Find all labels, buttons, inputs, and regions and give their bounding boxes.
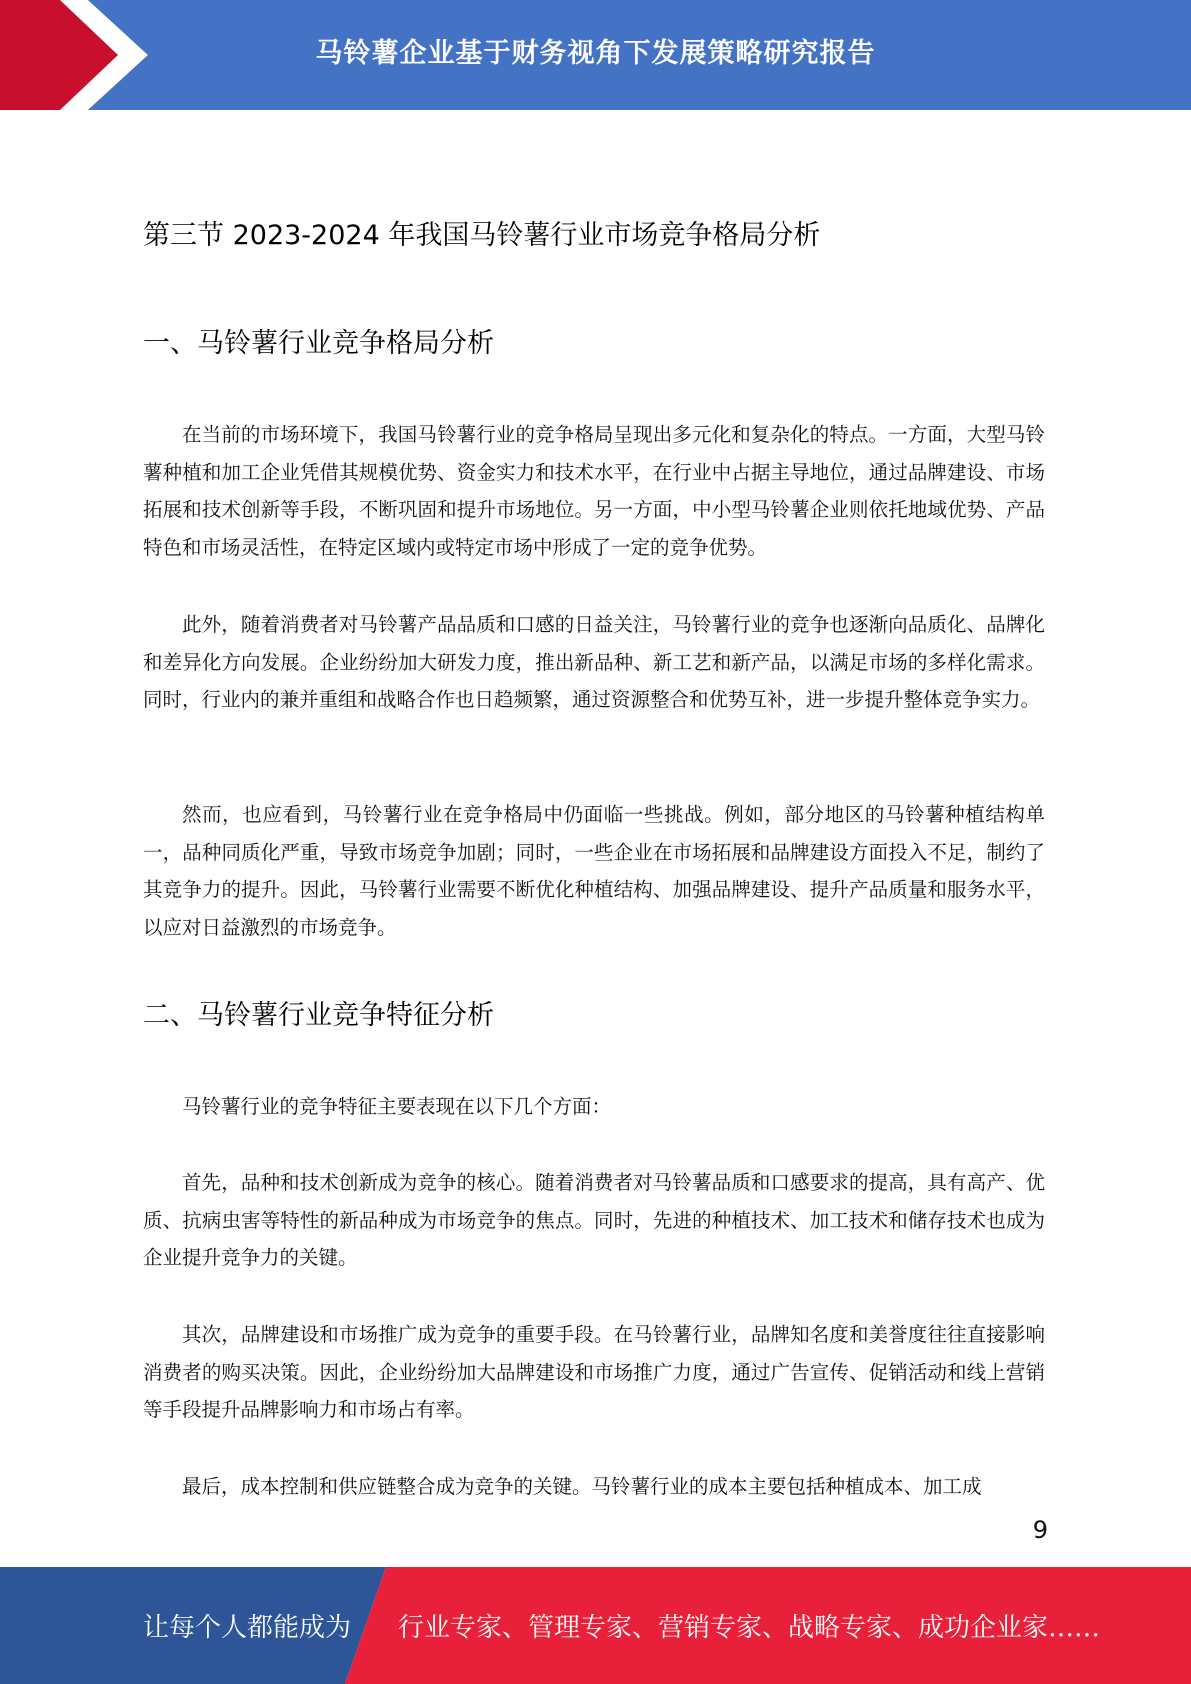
paragraph: 马铃薯行业的竞争特征主要表现在以下几个方面： xyxy=(182,1095,612,1118)
paragraph: 首先，品种和技术创新成为竞争的核心。随着消费者对马铃薯品质和口感要求的提高，具有高产、优质、抗病虫害等特性的新品种成为市场竞争的焦点。同时，先进的种植技术、加工技术和储存技术也成为企业提升竞争力的关键。 xyxy=(143,1171,1045,1269)
paragraph: 然而，也应看到，马铃薯行业在竞争格局中仍面临一些挑战。例如，部分地区的马铃薯种植结构单一，品种同质化严重，导致市场竞争加剧；同时，一些企业在市场拓展和品牌建设方面投入不足，制约了其竞争力的提升。因此，马铃薯行业需要不断优化种植结构、加强品牌建设、提升产品质量和服务水平，以应对日益激烈的市场竞争。 xyxy=(143,803,1045,939)
main-content xyxy=(143,210,1045,1498)
paragraph: 此外，随着消费者对马铃薯产品品质和口感的日益关注，马铃薯行业的竞争也逐渐向品质化、品牌化和差异化方向发展。企业纷纷加大研发力度，推出新品种、新工艺和新产品，以满足市场的多样化需求。同时，行业内的兼并重组和战略合作也日趋频繁，通过资源整合和优势互补，进一步提升整体竞争实力。 xyxy=(143,613,1045,711)
paragraph: 在当前的市场环境下，我国马铃薯行业的竞争格局呈现出多元化和复杂化的特点。一方面，大型马铃薯种植和加工企业凭借其规模优势、资金实力和技术水平，在行业中占据主导地位，通过品牌建设、市场拓展和技术创新等手段，不断巩固和提升市场地位。另一方面，中小型马铃薯企业则依托地域优势、产品特色和市场灵活性，在特定区域内或特定市场中形成了一定的竞争优势。 xyxy=(143,423,1045,559)
section-title: 第三节 2023-2024 年我国马铃薯行业市场竞争格局分析 xyxy=(143,220,821,251)
header-band xyxy=(0,0,1191,110)
footer-slogan-right: 行业专家、管理专家、营销专家、战略专家、成功企业家…… xyxy=(398,1613,1101,1643)
footer-slogan-left: 让每个人都能成为 xyxy=(143,1613,352,1643)
part1-heading: 一、马铃薯行业竞争格局分析 xyxy=(143,328,494,359)
header-arrow-decoration xyxy=(0,0,160,110)
paragraph: 其次，品牌建设和市场推广成为竞争的重要手段。在马铃薯行业，品牌知名度和美誉度往往直接影响消费者的购买决策。因此，企业纷纷加大品牌建设和市场推广力度，通过广告宣传、促销活动和线上营销等手段提升品牌影响力和市场占有率。 xyxy=(143,1323,1045,1421)
page-number: 9 xyxy=(1032,1516,1048,1544)
footer-band xyxy=(0,1567,1191,1684)
part2-heading: 二、马铃薯行业竞争特征分析 xyxy=(143,1000,494,1031)
paragraph: 最后，成本控制和供应链整合成为竞争的关键。马铃薯行业的成本主要包括种植成本、加工成 xyxy=(182,1475,982,1498)
report-title: 马铃薯企业基于财务视角下发展策略研究报告 xyxy=(315,37,876,69)
